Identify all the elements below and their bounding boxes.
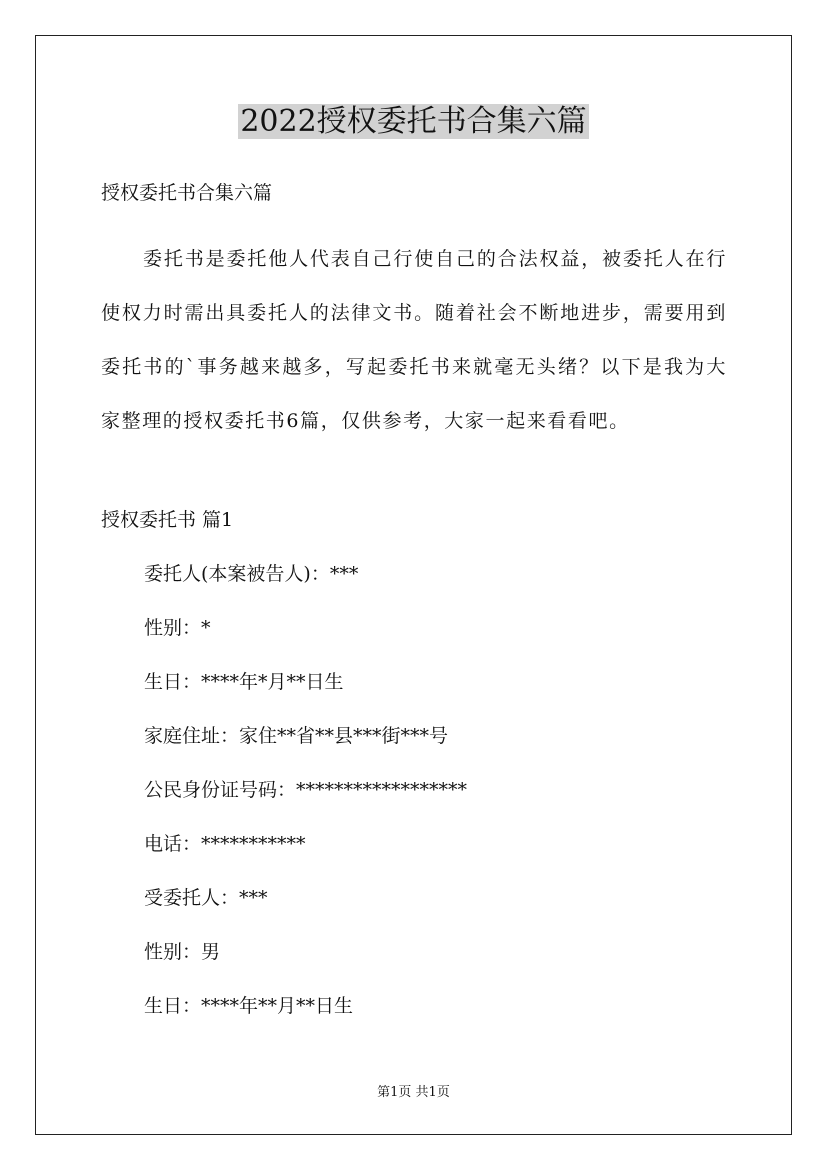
page-footer: 第1页 共1页 <box>377 1085 450 1100</box>
document-title-text: 2022授权委托书合集六篇 <box>240 104 587 139</box>
field-agent-gender: 性别：男 <box>144 941 221 963</box>
field-principal-phone: 电话：*********** <box>144 833 306 855</box>
field-principal-birthday: 生日：****年*月**日生 <box>144 671 344 693</box>
intro-paragraph: 委托书是委托他人代表自己行使自己的合法权益，被委托人在行使权力时需出具委托人的法律文书。随着社会不断地进步，需要用到委托书的`事务越来越多，写起委托书来就毫无头绪？以下是我为大家整理的授权委托书6篇，仅供参考，大家一起来看看吧。 <box>101 248 727 432</box>
field-agent-birthday: 生日：****年**月**日生 <box>144 995 354 1017</box>
field-principal-gender: 性别：* <box>144 617 211 639</box>
section-heading: 授权委托书 篇1 <box>101 509 234 531</box>
field-agent: 受委托人：*** <box>144 887 268 909</box>
field-principal-id-number: 公民身份证号码：****************** <box>144 779 468 801</box>
field-principal-address: 家庭住址：家住**省**县***街***号 <box>144 725 449 747</box>
field-principal: 委托人(本案被告人)：*** <box>144 563 359 585</box>
document-subtitle: 授权委托书合集六篇 <box>101 182 273 204</box>
document-title <box>0 100 827 144</box>
